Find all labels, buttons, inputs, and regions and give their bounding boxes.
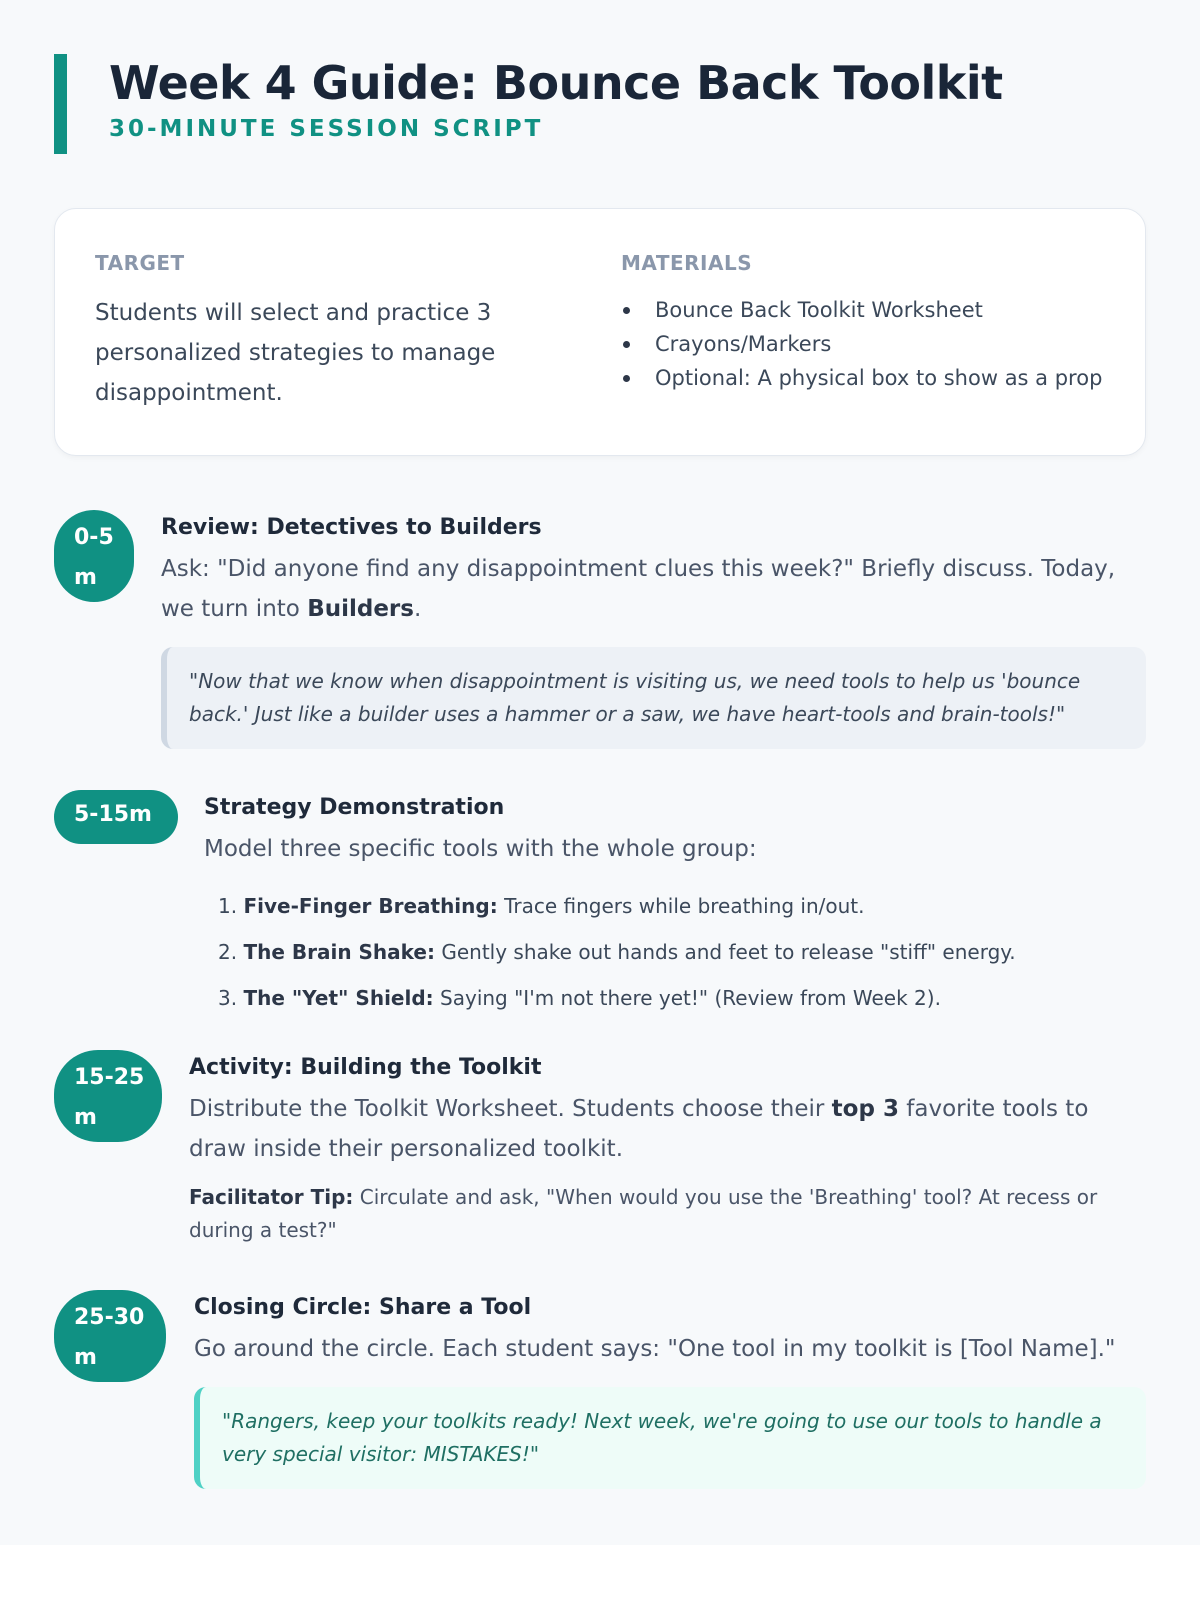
section-body — [194, 1290, 1146, 1489]
materials-item: Crayons/Markers — [621, 327, 1121, 361]
section-text — [189, 1089, 1146, 1169]
time-badge: 5-15m — [54, 790, 178, 844]
materials-item: Optional: A physical box to show as a prop — [621, 361, 1121, 395]
strategy-name: The Brain Shake: — [243, 940, 435, 964]
strategy-desc: Saying "I'm not there yet!" (Review from Week 2). — [440, 986, 941, 1010]
section-title: Activity: Building the Toolkit — [189, 1055, 542, 1080]
strategy-item — [204, 975, 1146, 1021]
page-title: Week 4 Guide: Bounce Back Toolkit — [109, 56, 1003, 110]
materials-list — [621, 293, 1121, 395]
time-badge: 15-25m — [54, 1050, 162, 1142]
strategy-number: 3. — [218, 986, 238, 1010]
section-text — [161, 549, 1146, 629]
section-text: Go around the circle. Each student says: "One tool in my toolkit is [Tool Name]." — [194, 1336, 1116, 1362]
section-text-part: Ask: "Did anyone find any disappointment clues this week?" Briefly discuss. Today, we turn into — [161, 556, 1116, 622]
strategy-desc: Gently shake out hands and feet to release "stiff" energy. — [441, 940, 1016, 964]
materials-item: Bounce Back Toolkit Worksheet — [621, 293, 1121, 327]
facilitator-tip — [189, 1181, 1146, 1247]
section-text-bold: top 3 — [831, 1096, 899, 1122]
section-strategy — [54, 790, 1146, 1020]
tip-text: Circulate and ask, "When would you use the 'Breathing' tool? At recess or during a test?" — [189, 1185, 1098, 1242]
strategy-name: Five-Finger Breathing: — [243, 894, 498, 918]
time-badge: 0-5m — [54, 510, 134, 602]
target-label: TARGET — [95, 251, 185, 275]
strategy-desc: Trace fingers while breathing in/out. — [504, 894, 865, 918]
section-text-part: favorite tools to draw inside their personalized toolkit. — [189, 1096, 1089, 1162]
closing-quote: "Rangers, keep your toolkits ready! Next week, we're going to use our tools to handle a very special visitor: MISTAKES!" — [194, 1387, 1146, 1489]
time-badge: 25-30m — [54, 1290, 166, 1382]
section-body — [189, 1050, 1146, 1247]
page-subtitle: 30-MINUTE SESSION SCRIPT — [109, 116, 544, 142]
section-text-part: . — [413, 596, 422, 622]
target-text: Students will select and practice 3 personalized strategies to manage disappointment. — [95, 300, 496, 406]
section-title: Closing Circle: Share a Tool — [194, 1295, 532, 1320]
section-text: Model three specific tools with the whole group: — [204, 836, 757, 862]
target-column — [95, 251, 535, 413]
materials-column — [621, 251, 1121, 395]
section-title: Review: Detectives to Builders — [161, 515, 542, 540]
script-quote: "Now that we know when disappointment is visiting us, we need tools to help us 'bounce back.' Just like a builder uses a hammer or a saw, we have heart-tools and brain-tools!" — [161, 647, 1146, 749]
section-body — [161, 510, 1146, 749]
strategy-item — [204, 883, 1146, 929]
section-activity — [54, 1050, 1146, 1250]
section-closing — [54, 1290, 1146, 1520]
page-footer-strip — [0, 1545, 1200, 1600]
strategy-item — [204, 929, 1146, 975]
strategy-number: 1. — [218, 894, 238, 918]
section-text-part: Distribute the Toolkit Worksheet. Students choose their — [189, 1096, 832, 1122]
tip-label: Facilitator Tip: — [189, 1185, 354, 1209]
strategy-number: 2. — [218, 940, 238, 964]
section-review — [54, 510, 1146, 750]
section-body — [204, 790, 1146, 1021]
strategy-name: The "Yet" Shield: — [243, 986, 434, 1010]
info-card — [54, 208, 1146, 456]
page-header — [54, 54, 1003, 154]
section-text-bold: Builders — [307, 596, 414, 622]
section-title: Strategy Demonstration — [204, 795, 505, 820]
materials-label: MATERIALS — [621, 251, 753, 275]
strategy-list — [204, 883, 1146, 1021]
